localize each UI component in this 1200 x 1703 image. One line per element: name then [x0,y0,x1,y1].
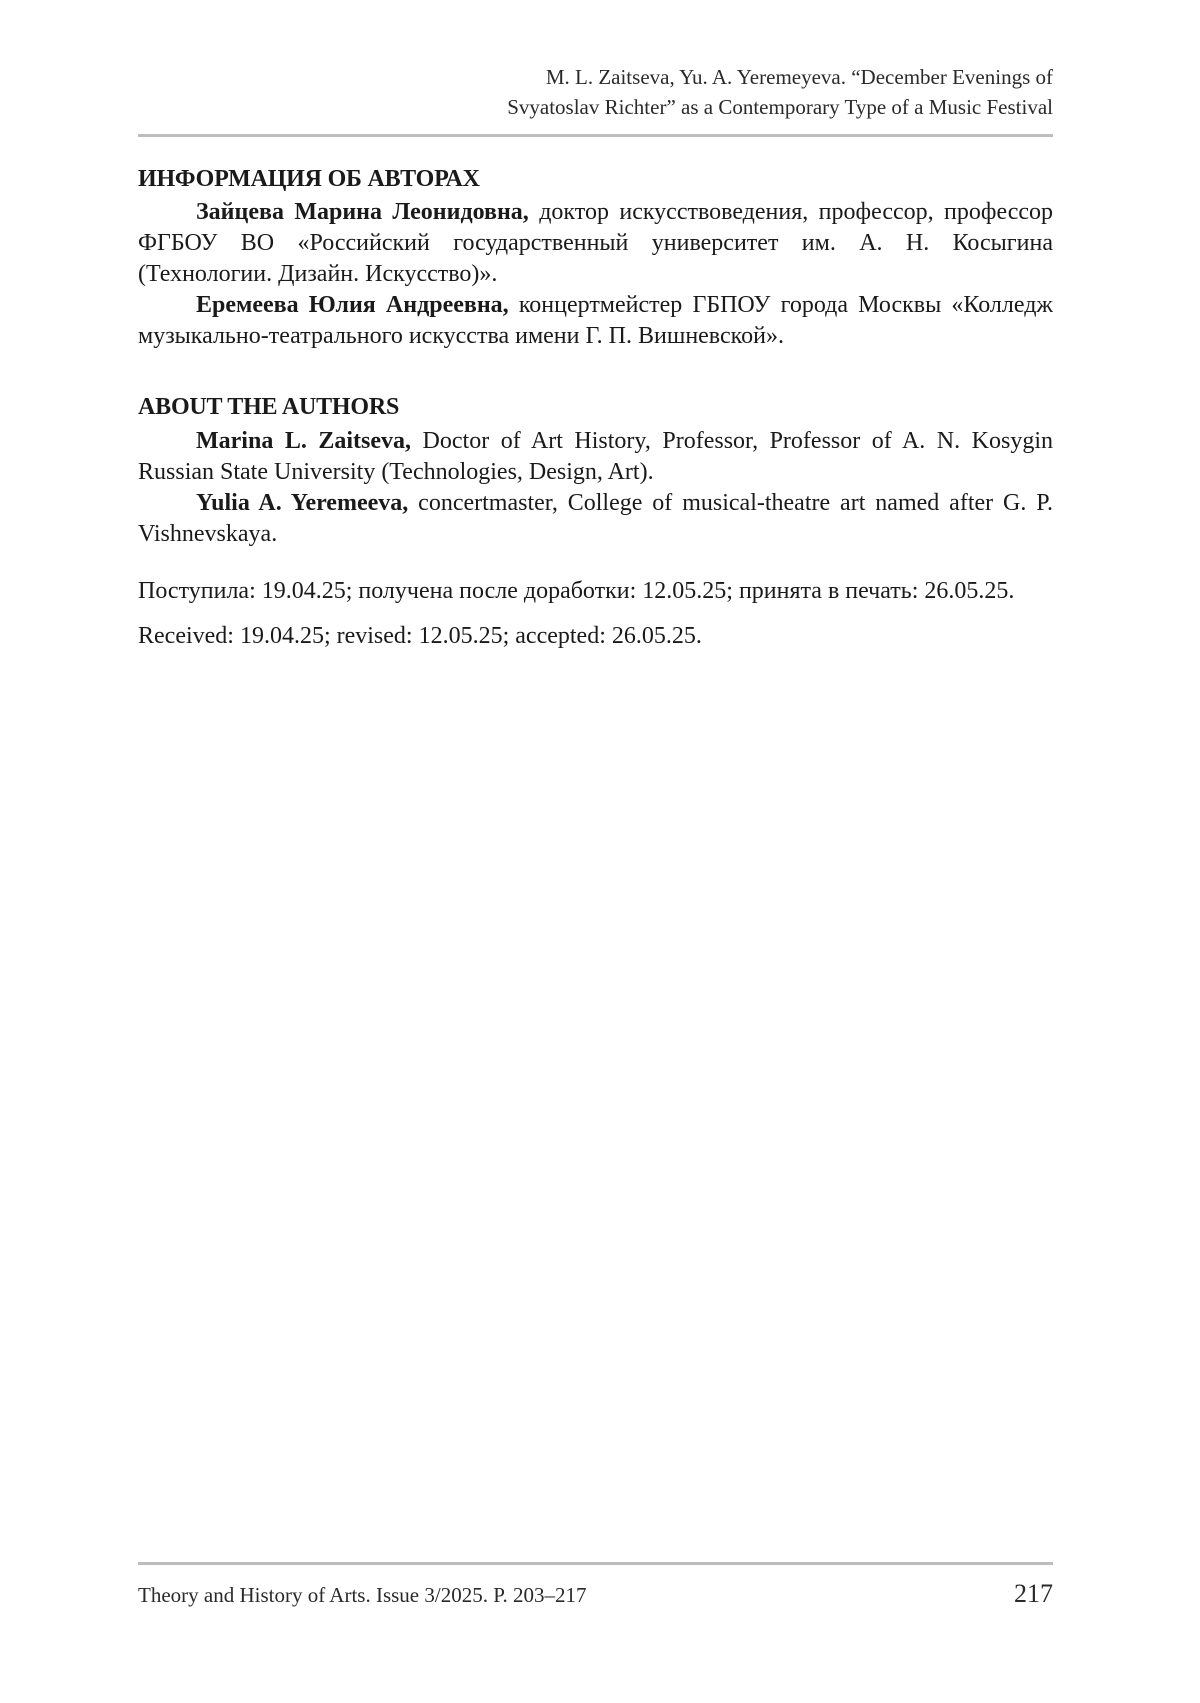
author-name: Зайцева Марина Леонидовна, [196,199,529,225]
authors-info-en [138,392,1053,550]
author-entry-ru-2 [138,290,1053,352]
footer-divider [138,1562,1053,1565]
author-details: концертмейстер ГБПОУ города Москвы «Колледж музыкально-театрального искусства имени Г. П. Вишневской». [138,292,1054,349]
author-name: Еремеева Юлия Андреевна, [196,292,509,318]
authors-info-ru [138,164,1053,352]
author-name: Marina L. Zaitseva, [196,428,412,454]
main-content [138,164,1053,652]
author-name: Yulia A. Yeremeeva, [196,490,409,516]
section-heading-en: ABOUT THE AUTHORS [138,394,400,420]
author-details: Doctor of Art History, Professor, Professor of A. N. Kosygin Russian State University (Technologies, Design, Art). [138,428,1053,485]
running-header [333,62,1053,122]
author-entry-ru-1 [138,197,1053,290]
running-header-line-1: M. L. Zaitseva, Yu. A. Yeremeyeva. “December Evenings of [545,65,1053,89]
author-details: доктор искусствоведения, профессор, профессор ФГБОУ ВО «Российский государственный университет им. А. Н. Косыгина (Технологии. Дизайн. Искусство)». [138,199,1053,287]
section-heading-ru: ИНФОРМАЦИЯ ОБ АВТОРАХ [138,166,480,192]
submission-dates-en: Received: 19.04.25; revised: 12.05.25; accepted: 26.05.25. [138,623,702,649]
header-divider [138,134,1053,137]
author-details: concertmaster, College of musical-theatre art named after G. P. Vishnevskaya. [138,490,1053,547]
author-entry-en-2 [138,488,1053,550]
submission-dates-ru: Поступила: 19.04.25; получена после доработки: 12.05.25; принята в печать: 26.05.25. [138,578,1015,604]
author-entry-en-1 [138,426,1053,488]
running-header-line-2: Svyatoslav Richter” as a Contemporary Type of a Music Festival [507,95,1053,119]
page-number: 217 [1014,1579,1053,1608]
footer-journal-citation: Theory and History of Arts. Issue 3/2025. P. 203–217 [138,1583,587,1607]
